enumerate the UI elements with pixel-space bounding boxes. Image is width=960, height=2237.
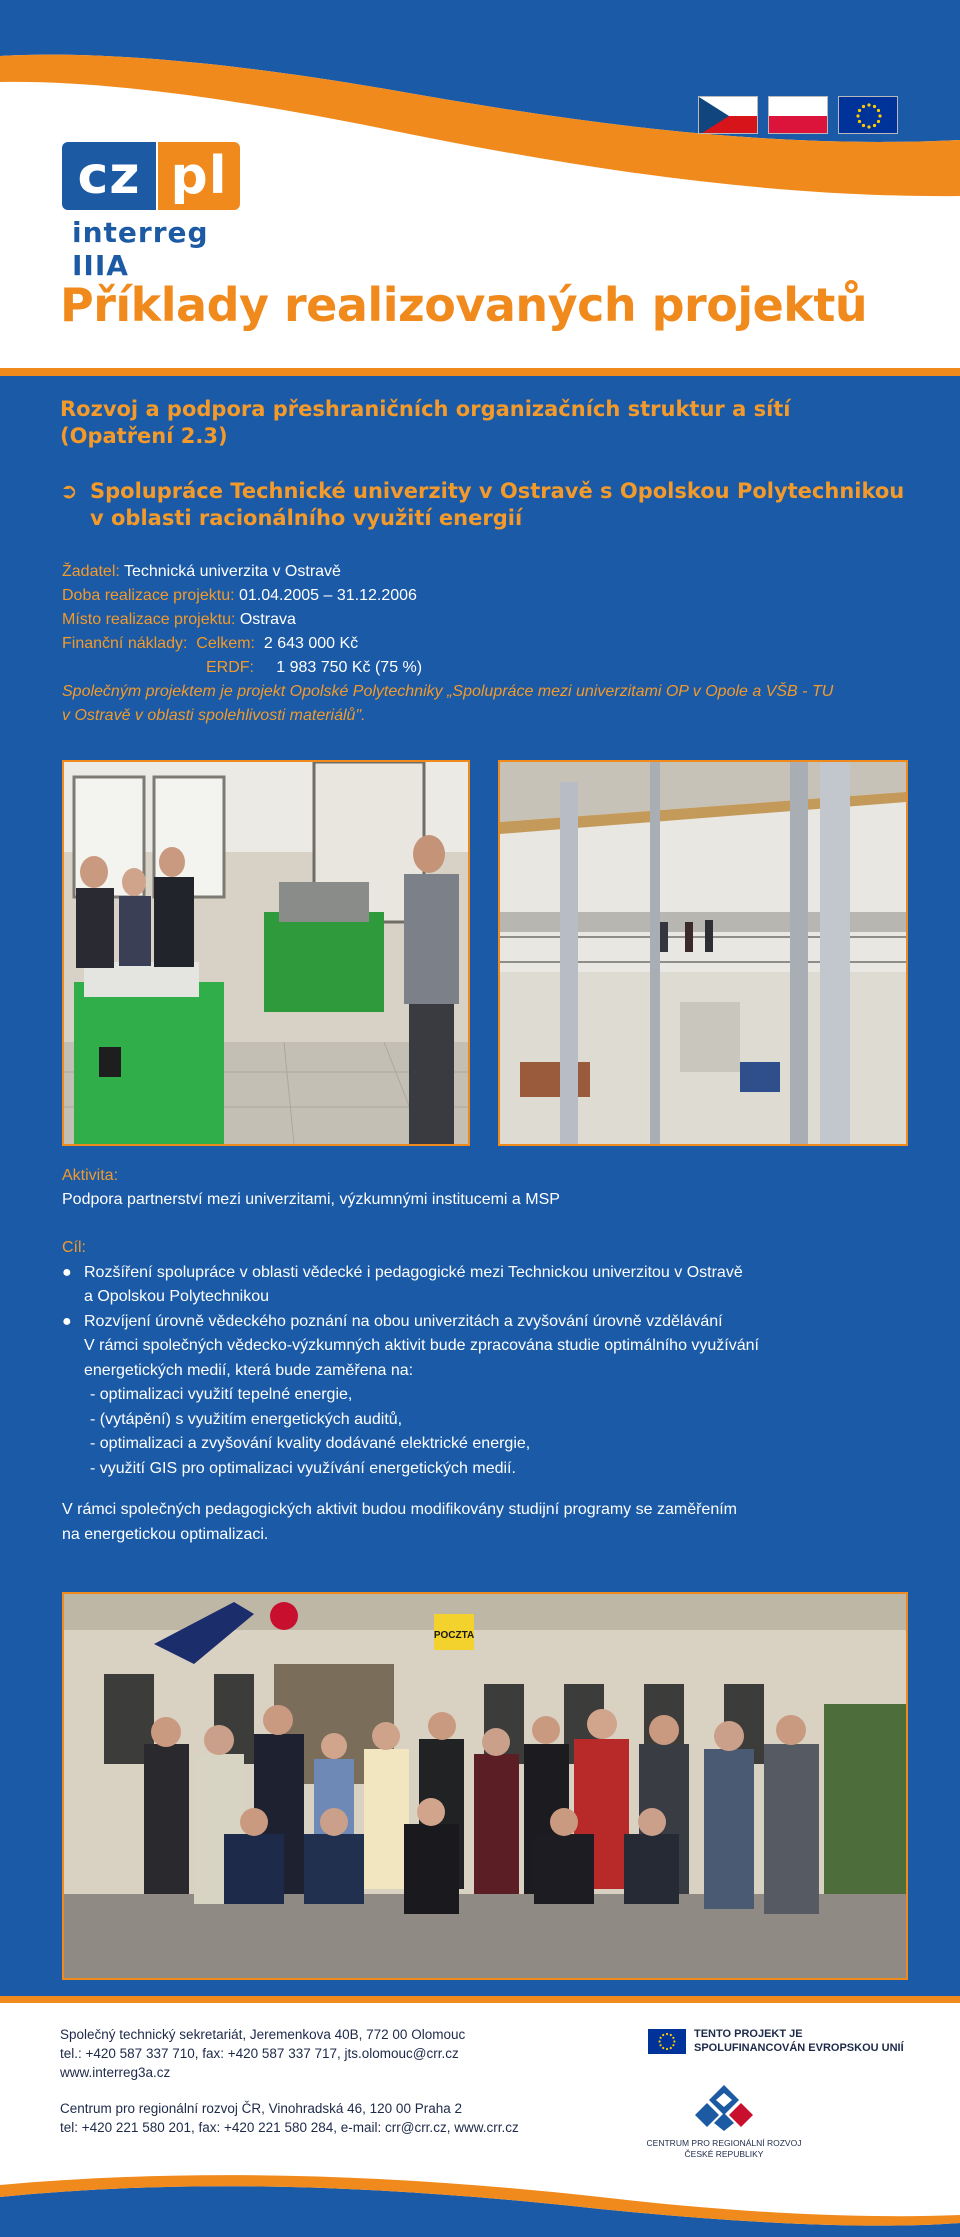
activity-label: Aktivita: (62, 1167, 119, 1184)
goal-1-line2: a Opolskou Polytechnikou (84, 1288, 269, 1305)
crr-name-line2: ČESKÉ REPUBLIKY (684, 2149, 764, 2159)
eu-note-line1: TENTO PROJEKT JE (694, 2028, 803, 2040)
photo-laboratory (62, 760, 470, 1146)
footer-wave (0, 2157, 960, 2237)
applicant-row (62, 560, 912, 584)
project-title-line1: Spolupráce Technické univerzity v Ostravě s Opolskou Polytechnikou (90, 479, 905, 503)
measure-title-line2: (Opatření 2.3) (60, 424, 228, 448)
note-line2: v Ostravě v oblasti spolehlivosti materiálů". (62, 707, 366, 724)
joint-project-note (62, 680, 912, 728)
cost-row (62, 632, 912, 656)
eu-flag (838, 96, 898, 134)
flags (698, 96, 898, 134)
goal-item-2 (62, 1310, 922, 1335)
logo-pl-block: pl (158, 142, 240, 210)
applicant-value: Technická univerzita v Ostravě (123, 563, 341, 580)
project-title-line2: v oblasti racionálního využití energií (90, 506, 523, 530)
page-title: Příklady realizovaných projektů (60, 278, 868, 332)
project-details (62, 560, 912, 728)
header (0, 0, 960, 372)
place-value: Ostrava (239, 611, 296, 628)
period-row (62, 584, 912, 608)
erdf-value: 1 983 750 Kč (75 %) (276, 659, 423, 676)
poczta-sign: POCZTA (433, 1630, 475, 1641)
goal-subitem: - optimalizaci využití tepelné energie, (90, 1386, 353, 1403)
crr-logo (644, 2083, 804, 2160)
goal-1-line1: Rozšíření spolupráce v oblasti vědecké i pedagogické mezi Technickou univerzitou v Ostravě (84, 1263, 743, 1281)
eu-flag-small-icon (648, 2029, 686, 2054)
czech-flag (698, 96, 758, 134)
place-row (62, 608, 912, 632)
goal-item-1 (62, 1261, 922, 1286)
crr-name-line1: CENTRUM PRO REGIONÁLNÍ ROZVOJ (646, 2138, 802, 2148)
goal-2-line2: V rámci společných vědecko-výzkumných aktivit bude zpracována studie optimálního využívání (84, 1337, 759, 1354)
photo-group (62, 1592, 908, 1980)
goal-subitem: - (vytápění) s využitím energetických auditů, (90, 1410, 403, 1428)
eu-cofinancing (648, 2027, 904, 2055)
period-label: Doba realizace projektu: (62, 587, 235, 604)
jts-address: Společný technický sekretariát, Jeremenkova 40B, 772 00 Olomouc (60, 2027, 466, 2042)
crr-phone: tel: +420 221 580 201, fax: +420 221 580 284, e-mail: crr@crr.cz, www.crr.cz (60, 2120, 519, 2135)
eu-note-line2: SPOLUFINANCOVÁN EVROPSKOU UNIÍ (694, 2042, 904, 2054)
bullet-icon: ● (62, 1312, 72, 1330)
goal-subitem: - optimalizaci a zvyšování kvality dodávané elektrické energie, (90, 1435, 531, 1452)
polish-flag (768, 96, 828, 134)
erdf-label: ERDF: (206, 659, 254, 676)
activity-section (62, 1164, 912, 1212)
goal-2-line1: Rozvíjení úrovně vědeckého poznání na obou univerzitách a zvyšování úrovně vzdělávání (84, 1312, 723, 1330)
goal-2-line3: energetických medií, která bude zaměřena na: (84, 1361, 414, 1379)
crr-logo-icon (689, 2083, 759, 2131)
project-title (60, 478, 930, 532)
closing-paragraph (62, 1498, 912, 1547)
measure-title (60, 396, 910, 450)
footer (0, 2003, 960, 2237)
goals-section (62, 1236, 922, 1481)
interreg-logo (60, 142, 250, 282)
jts-contact (60, 2025, 465, 2082)
erdf-row (62, 656, 912, 680)
closing-line2: na energetickou optimalizaci. (62, 1525, 269, 1543)
place-label: Místo realizace projektu: (62, 611, 236, 628)
bullet-icon: ● (62, 1263, 72, 1281)
activity-text: Podpora partnerství mezi univerzitami, výzkumnými institucemi a MSP (62, 1191, 560, 1208)
jts-phone: tel.: +420 587 337 710, fax: +420 587 337 717, jts.olomouc@crr.cz (60, 2046, 459, 2061)
total-label: Celkem: (196, 635, 255, 652)
crr-contact (60, 2099, 519, 2137)
measure-title-line1: Rozvoj a podpora přeshraničních organizačních struktur a sítí (60, 397, 791, 421)
cost-label: Finanční náklady: (62, 635, 188, 652)
jts-website: www.interreg3a.cz (60, 2065, 171, 2080)
period-value: 01.04.2005 – 31.12.2006 (239, 587, 417, 604)
applicant-label: Žadatel: (62, 563, 120, 580)
arrow-icon: ➲ (60, 479, 78, 503)
photo-hall (498, 760, 908, 1146)
note-line1: Společným projektem je projekt Opolské Polytechniky „Spolupráce mezi univerzitami OP v Opole a VŠB - TU (62, 683, 834, 700)
logo-cz-block: cz (62, 142, 156, 210)
crr-address: Centrum pro regionální rozvoj ČR, Vinohradská 46, 120 00 Praha 2 (60, 2101, 462, 2116)
total-value: 2 643 000 Kč (263, 635, 359, 652)
goals-label: Cíl: (62, 1239, 86, 1256)
closing-line1: V rámci společných pedagogických aktivit budou modifikovány studijní programy se zaměřením (62, 1501, 737, 1518)
logo-subtitle: interreg IIIA (72, 216, 209, 282)
footer-divider (0, 1996, 960, 2003)
goal-subitem: - využití GIS pro optimalizaci využívání energetických medií. (90, 1459, 516, 1477)
header-divider (0, 368, 960, 376)
